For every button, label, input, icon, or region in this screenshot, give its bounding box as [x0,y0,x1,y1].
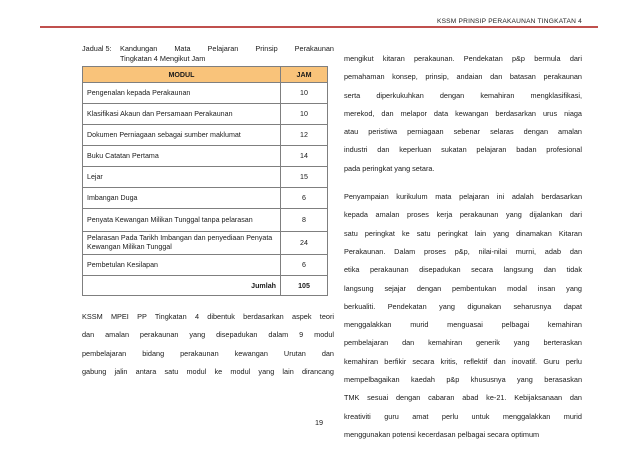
paragraph-line: gabung jalin antara satu modul ke modul yang lain dirancang [82,366,334,376]
table-row [83,167,328,188]
right-paragraph-2 [344,188,582,444]
module-name: Lejar [83,167,281,188]
page-number: 19 [314,418,324,427]
table-total-row [83,276,328,296]
paragraph-line: dan amalan perakaunan yang disepadukan dalam 9 modul [82,330,334,340]
module-name: Dokumen Perniagaan sebagai sumber maklumat [83,125,281,146]
module-hours: 8 [281,209,328,232]
table-row [83,146,328,167]
module-hours: 14 [281,146,328,167]
table-row [83,232,328,255]
paragraph-line: pemahaman konsep, prinsip, andaian dan batasan perakaunan [344,72,582,82]
module-hours: 6 [281,188,328,209]
paragraph-line: pembelajaran dan kemahiran generik yang berteraskan [344,338,582,348]
paragraph-line: berkualiti. Pendekatan yang digunakan seharusnya dapat [344,301,582,311]
module-name: Imbangan Duga [83,188,281,209]
paragraph-line: pembelajaran bidang perakaunan kewangan Urutan dan [82,348,334,358]
table-caption-line-2: Tingkatan 4 Mengikut Jam [120,54,206,63]
paragraph-line: Penyampaian kurikulum mata pelajaran ini adalah berdasarkan [344,192,582,202]
table-row [83,125,328,146]
module-hours: 10 [281,83,328,104]
paragraph-line: langsung sejajar dengan pembentukan modal insan yang [344,283,582,293]
table-row [83,188,328,209]
table-header-row [83,67,328,83]
table-row [83,209,328,232]
paragraph-line: KSSM MPEI PP Tingkatan 4 dibentuk berdasarkan aspek teori [82,312,334,321]
module-hours: 24 [281,232,328,255]
paragraph-line: atau peristiwa perniagaan sebenar selaras dengan amalan [344,127,582,137]
paragraph-line: TMK sesuai dengan cabaran abad ke-21. Kebijaksanaan dan [344,393,582,403]
table-row [83,104,328,125]
table-row [83,83,328,104]
paragraph-line: kemahiran berfikir secara kritis, reflektif dan inovatif. Guru perlu [344,356,582,366]
header-divider [40,26,598,28]
table-caption-number: Jadual 5: [82,44,112,53]
module-hours: 12 [281,125,328,146]
total-hours: 105 [281,276,328,296]
paragraph-line: industri dan keperluan sukatan pelajaran badan profesional [344,145,582,155]
paragraph-line: etika perakaunan disepadukan secara langsung dan tidak [344,265,582,275]
module-name: Klasifikasi Akaun dan Persamaan Perakaunan [83,104,281,125]
module-hours-table [82,66,328,296]
left-column [82,44,334,381]
table-caption-line-1: Kandungan Mata Pelajaran Prinsip Perakaunan [120,44,334,53]
right-paragraph-1 [344,50,582,178]
total-label: Jumlah [83,276,281,296]
right-column [344,50,582,444]
module-name: Pelarasan Pada Tarikh Imbangan dan penyediaan Penyata Kewangan Milikan Tunggal [83,232,281,255]
paragraph-line: kreativiti guru amat perlu untuk menggalakkan murid [344,411,582,421]
paragraph-line: Perakaunan. Dalam proses p&p, nilai-nilai murni, adab dan [344,246,582,256]
paragraph-line: pada peringkat yang setara. [344,163,435,173]
paragraph-line: serta diperkukuhkan dengan kemahiran mengklasifikasi, [344,90,582,100]
paragraph-line: satu peringkat ke satu peringkat lain yang dinamakan Kitaran [344,228,582,238]
module-name: Pembetulan Kesilapan [83,255,281,276]
paragraph-line: merekod, dan melapor data kewangan berdasarkan urus niaga [344,108,582,118]
module-name: Pengenalan kepada Perakaunan [83,83,281,104]
column-header-jam: JAM [281,67,328,83]
module-name: Penyata Kewangan Milikan Tunggal tanpa pelarasan [83,209,281,232]
left-paragraph [82,308,334,381]
module-hours: 10 [281,104,328,125]
module-hours: 15 [281,167,328,188]
column-header-modul: MODUL [83,67,281,83]
paragraph-line: mempelbagaikan kaedah p&p khususnya yang berasaskan [344,375,582,385]
paragraph-line: menggunakan potensi kecerdasan pelbagai secara optimum [344,429,540,439]
paragraph-line: menggalakkan murid menguasai pelbagai kemahiran [344,320,582,330]
table-caption [82,44,334,66]
module-hours: 6 [281,255,328,276]
header-title: KSSM PRINSIP PERAKAUNAN TINGKATAN 4 [436,18,582,25]
paragraph-line: mengikut kitaran perakaunan. Pendekatan p&p bermula dari [344,54,582,63]
table-row [83,255,328,276]
paragraph-line: kepada amalan proses kerja perakaunan yang dijalankan dari [344,210,582,220]
module-name: Buku Catatan Pertama [83,146,281,167]
